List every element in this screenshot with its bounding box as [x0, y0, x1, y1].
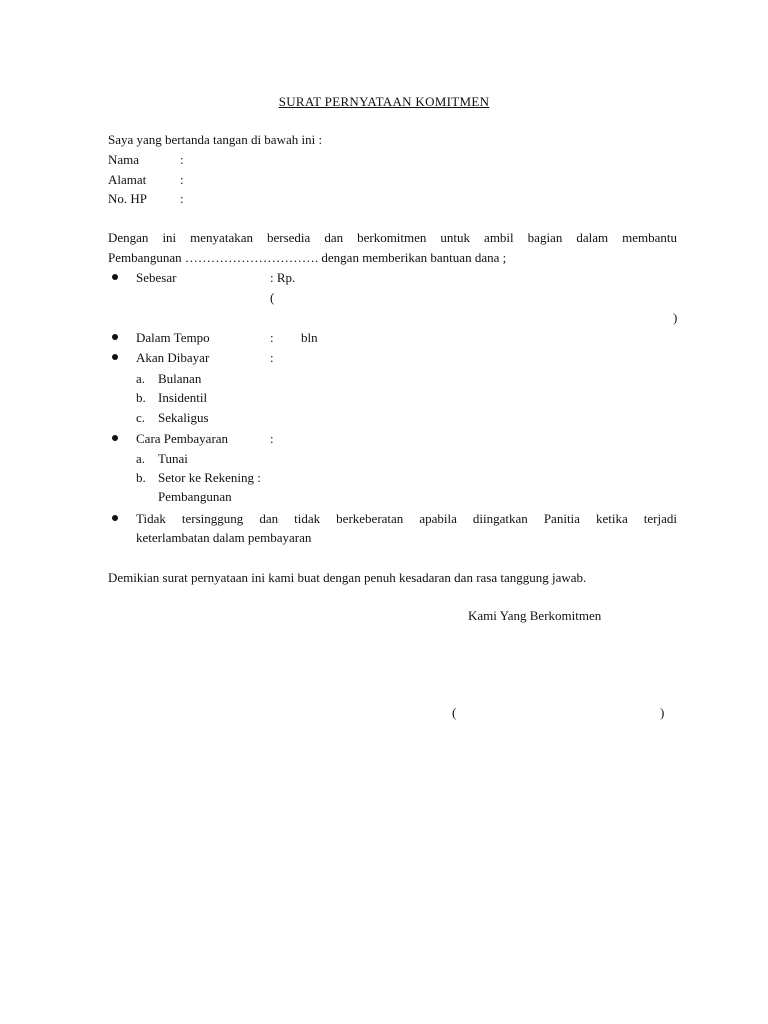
- dibayar-option-marker: a.: [136, 371, 146, 386]
- closing-text: Demikian surat pernyataan ini kami buat dengan penuh kesadaran dan rasa tanggung jawab.: [108, 570, 587, 585]
- pembayaran-option-marker: a.: [136, 451, 146, 466]
- pembayaran-option-rekening: Setor ke Rekening :: [158, 470, 261, 485]
- identity-colon-alamat: :: [180, 172, 184, 187]
- pembayaran-label: Cara Pembayaran: [136, 431, 229, 446]
- statement-line-1: Dengan ini menyatakan bersedia dan berkomitmen untuk ambil bagian dalam membantu: [108, 230, 677, 245]
- dibayar-option-bulanan: Bulanan: [158, 371, 202, 386]
- sebesar-label: Sebesar: [136, 270, 177, 285]
- pembayaran-option-tunai: Tunai: [158, 451, 188, 466]
- identity-label-hp: No. HP: [108, 191, 148, 206]
- dibayar-option-insidentil: Insidentil: [158, 390, 208, 405]
- identity-colon-nama: :: [180, 152, 184, 167]
- tidak-line-2: keterlambatan dalam pembayaran: [136, 530, 312, 545]
- identity-label-nama: Nama: [108, 152, 140, 167]
- tidak-line-1: Tidak tersinggung dan tidak berkeberatan apabila diingatkan Panitia ketika terjadi: [136, 511, 677, 526]
- signature-close-paren: ): [660, 705, 665, 720]
- sebesar-value: : Rp.: [270, 270, 296, 285]
- pembayaran-colon: :: [270, 431, 274, 446]
- bullet-dibayar: [112, 354, 118, 360]
- identity-colon-hp: :: [180, 191, 184, 206]
- dibayar-label: Akan Dibayar: [136, 350, 210, 365]
- tempo-colon: :: [270, 330, 274, 345]
- signature-open-paren: (: [452, 705, 457, 720]
- dibayar-option-marker: c.: [136, 410, 146, 425]
- identity-label-alamat: Alamat: [108, 172, 147, 187]
- dibayar-colon: :: [270, 350, 274, 365]
- pembayaran-option-rekening-continuation: Pembangunan: [158, 489, 232, 504]
- dibayar-option-sekaligus: Sekaligus: [158, 410, 209, 425]
- pembayaran-option-marker: b.: [136, 470, 146, 485]
- statement-line-2: Pembangunan …………………………. dengan memberikan bantuan dana ;: [108, 250, 507, 265]
- tempo-label: Dalam Tempo: [136, 330, 210, 345]
- sebesar-close-paren: ): [673, 310, 678, 325]
- bullet-sebesar: [112, 274, 118, 280]
- intro-text: Saya yang bertanda tangan di bawah ini :: [108, 132, 323, 147]
- tempo-unit: bln: [301, 330, 318, 345]
- bullet-tidak: [112, 515, 118, 521]
- document-title: SURAT PERNYATAAN KOMITMEN: [278, 94, 490, 109]
- sebesar-open-paren: (: [270, 290, 275, 305]
- bullet-pembayaran: [112, 435, 118, 441]
- signature-heading: Kami Yang Berkomitmen: [468, 608, 602, 623]
- bullet-tempo: [112, 334, 118, 340]
- dibayar-option-marker: b.: [136, 390, 146, 405]
